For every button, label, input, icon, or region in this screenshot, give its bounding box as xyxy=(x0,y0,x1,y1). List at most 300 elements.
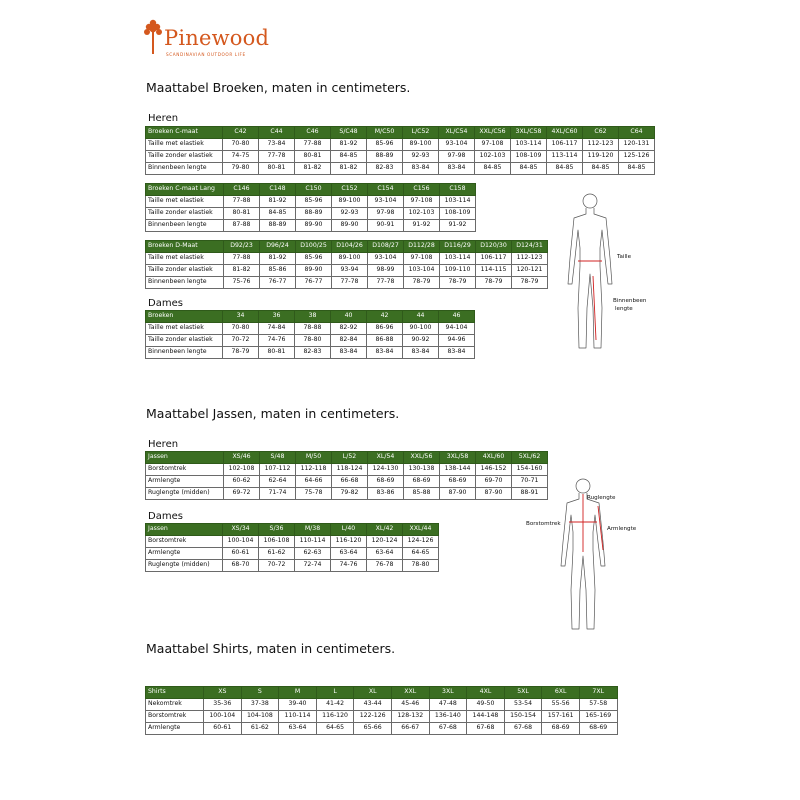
table-cell: 103-114 xyxy=(511,139,547,151)
table-row-label: Armlengte xyxy=(146,476,224,488)
table-header-row xyxy=(146,687,618,699)
armlengte-measure-line xyxy=(598,506,603,550)
table-cell: 102-103 xyxy=(475,151,511,163)
table-cell: 83-84 xyxy=(331,347,367,359)
table-header-cell: XL/C54 xyxy=(439,127,475,139)
table-header-cell: S/48 xyxy=(260,452,296,464)
table-header-cell: XS/34 xyxy=(223,524,259,536)
table-cell: 104-108 xyxy=(241,711,279,723)
group-title-heren-broeken: Heren xyxy=(148,113,179,124)
table-header-cell: 5XL/62 xyxy=(512,452,548,464)
table-cell: 93-104 xyxy=(368,196,404,208)
table-cell: 81-82 xyxy=(331,163,367,175)
table-row-label: Taille zonder elastiek xyxy=(146,208,224,220)
table-cell: 55-56 xyxy=(542,699,580,711)
table-cell: 89-90 xyxy=(296,220,332,232)
table-cell: 68-69 xyxy=(579,723,617,735)
table-cell: 97-108 xyxy=(404,196,440,208)
label-binnenbeen-line2: lengte xyxy=(615,306,633,312)
table-cell: 68-69 xyxy=(404,476,440,488)
table-cell: 89-90 xyxy=(332,220,368,232)
table-cell: 94-96 xyxy=(439,335,475,347)
table-cell: 120-131 xyxy=(619,139,655,151)
section-title-jassen: Maattabel Jassen, maten in centimeters. xyxy=(146,406,400,421)
pinewood-logo xyxy=(143,18,273,60)
table-cell: 60-61 xyxy=(204,723,242,735)
table-cell: 61-62 xyxy=(259,548,295,560)
table-cell: 84-85 xyxy=(260,208,296,220)
table-header-cell: M xyxy=(279,687,317,699)
table-cell: 88-91 xyxy=(512,488,548,500)
table-cell: 91-92 xyxy=(404,220,440,232)
size-table-shirts xyxy=(145,686,618,735)
table-cell: 61-62 xyxy=(241,723,279,735)
table-cell: 85-96 xyxy=(296,253,332,265)
table-cell: 82-83 xyxy=(295,347,331,359)
table-cell: 84-85 xyxy=(583,163,619,175)
table-cell: 80-81 xyxy=(224,208,260,220)
figure-head xyxy=(576,479,590,493)
table-cell: 120-121 xyxy=(512,265,548,277)
table-cell: 108-109 xyxy=(440,208,476,220)
table-cell: 92-93 xyxy=(403,151,439,163)
table-header-cell: C64 xyxy=(619,127,655,139)
table-cell: 68-69 xyxy=(440,476,476,488)
section-title-broeken: Maattabel Broeken, maten in centimeters. xyxy=(146,80,411,95)
table-header-cell: 40 xyxy=(331,311,367,323)
table-header-cell: 46 xyxy=(439,311,475,323)
table-header-row xyxy=(146,452,548,464)
table-cell: 119-120 xyxy=(583,151,619,163)
size-table-broeken-d-maat xyxy=(145,240,548,289)
table-header-cell: 7XL xyxy=(579,687,617,699)
table-row xyxy=(146,347,475,359)
table-row-label: Taille met elastiek xyxy=(146,196,224,208)
table-cell: 88-89 xyxy=(296,208,332,220)
table-cell: 78-79 xyxy=(440,277,476,289)
table-cell: 136-140 xyxy=(429,711,467,723)
table-cell: 100-104 xyxy=(223,536,259,548)
table-header-cell: C62 xyxy=(583,127,619,139)
table-header-cell: Broeken D-Maat xyxy=(146,241,224,253)
table-cell: 69-72 xyxy=(224,488,260,500)
table-cell: 100-104 xyxy=(204,711,242,723)
table-cell: 165-169 xyxy=(579,711,617,723)
table-header-cell: 4XL/C60 xyxy=(547,127,583,139)
table-header-cell: XXL/44 xyxy=(403,524,439,536)
table-row xyxy=(146,208,476,220)
table-header-cell: C152 xyxy=(332,184,368,196)
group-title-dames-jassen: Dames xyxy=(148,511,183,522)
table-cell: 78-79 xyxy=(476,277,512,289)
table-cell: 85-88 xyxy=(404,488,440,500)
table-row-label: Armlengte xyxy=(146,548,223,560)
table-row-label: Nekomtrek xyxy=(146,699,204,711)
figure-body-outline xyxy=(568,208,612,348)
table-cell: 86-88 xyxy=(367,335,403,347)
table-cell: 94-104 xyxy=(439,323,475,335)
table-cell: 63-64 xyxy=(367,548,403,560)
table-cell: 125-126 xyxy=(619,151,655,163)
table-row-label: Binnenbeen lengte xyxy=(146,347,223,359)
table-header-cell: 6XL xyxy=(542,687,580,699)
table-cell: 81-82 xyxy=(295,163,331,175)
table-cell: 97-108 xyxy=(404,253,440,265)
table-row xyxy=(146,277,548,289)
group-title-dames-broeken: Dames xyxy=(148,298,183,309)
table-header-cell: 4XL/60 xyxy=(476,452,512,464)
table-cell: 80-81 xyxy=(295,151,331,163)
table-row xyxy=(146,711,618,723)
table-header-cell: D120/30 xyxy=(476,241,512,253)
table-row-label: Borstomtrek xyxy=(146,464,224,476)
table-header-cell: XS/46 xyxy=(224,452,260,464)
table-cell: 124-130 xyxy=(368,464,404,476)
table-cell: 93-94 xyxy=(332,265,368,277)
table-header-cell: L/C52 xyxy=(403,127,439,139)
table-row xyxy=(146,464,548,476)
table-cell: 80-81 xyxy=(259,347,295,359)
table-row xyxy=(146,151,655,163)
table-cell: 97-98 xyxy=(439,151,475,163)
table-cell: 68-69 xyxy=(368,476,404,488)
table-cell: 85-86 xyxy=(260,265,296,277)
label-ruglengte: Ruglengte xyxy=(587,495,616,501)
table-cell: 89-100 xyxy=(403,139,439,151)
section-title-shirts: Maattabel Shirts, maten in centimeters. xyxy=(146,641,396,656)
table-cell: 78-79 xyxy=(223,347,259,359)
table-header-cell: C148 xyxy=(260,184,296,196)
table-cell: 75-78 xyxy=(296,488,332,500)
table-cell: 78-79 xyxy=(512,277,548,289)
table-header-cell: C146 xyxy=(224,184,260,196)
table-cell: 118-124 xyxy=(332,464,368,476)
table-cell: 71-74 xyxy=(260,488,296,500)
table-cell: 68-69 xyxy=(542,723,580,735)
table-row-label: Taille met elastiek xyxy=(146,323,223,335)
group-title-heren-jassen: Heren xyxy=(148,439,179,450)
table-cell: 106-108 xyxy=(259,536,295,548)
size-table-jassen-heren xyxy=(145,451,548,500)
table-row xyxy=(146,488,548,500)
table-header-cell: 5XL xyxy=(504,687,542,699)
table-header-cell: XXL/C56 xyxy=(475,127,511,139)
table-cell: 67-68 xyxy=(504,723,542,735)
table-cell: 76-77 xyxy=(296,277,332,289)
table-header-cell: 3XL/58 xyxy=(440,452,476,464)
table-cell: 83-84 xyxy=(403,347,439,359)
table-row xyxy=(146,323,475,335)
table-row xyxy=(146,220,476,232)
table-cell: 110-114 xyxy=(279,711,317,723)
table-cell: 68-70 xyxy=(223,560,259,572)
table-row xyxy=(146,335,475,347)
table-header-cell: C150 xyxy=(296,184,332,196)
table-row-label: Taille met elastiek xyxy=(146,253,224,265)
table-row-label: Borstomtrek xyxy=(146,536,223,548)
table-cell: 74-76 xyxy=(259,335,295,347)
table-header-cell: 42 xyxy=(367,311,403,323)
table-header-cell: XS xyxy=(204,687,242,699)
label-borstomtrek: Borstomtrek xyxy=(526,521,561,527)
table-header-row xyxy=(146,127,655,139)
table-cell: 150-154 xyxy=(504,711,542,723)
table-header-cell: 3XL xyxy=(429,687,467,699)
pants-measurement-figure xyxy=(560,188,620,358)
table-cell: 37-38 xyxy=(241,699,279,711)
table-cell: 41-42 xyxy=(316,699,354,711)
table-cell: 83-84 xyxy=(367,347,403,359)
table-cell: 74-84 xyxy=(259,323,295,335)
table-cell: 106-117 xyxy=(547,139,583,151)
table-header-cell: XL/42 xyxy=(367,524,403,536)
table-cell: 70-72 xyxy=(223,335,259,347)
table-cell: 157-161 xyxy=(542,711,580,723)
table-header-cell: C44 xyxy=(259,127,295,139)
table-cell: 81-92 xyxy=(260,253,296,265)
table-cell: 78-88 xyxy=(295,323,331,335)
table-header-row xyxy=(146,184,476,196)
table-cell: 64-66 xyxy=(296,476,332,488)
table-cell: 89-100 xyxy=(332,196,368,208)
table-row-label: Ruglengte (midden) xyxy=(146,560,223,572)
table-cell: 67-68 xyxy=(429,723,467,735)
table-header-row xyxy=(146,241,548,253)
table-row xyxy=(146,536,439,548)
table-cell: 114-115 xyxy=(476,265,512,277)
table-cell: 82-84 xyxy=(331,335,367,347)
table-row-label: Taille zonder elastiek xyxy=(146,265,224,277)
size-table-broeken-c-maat-lang xyxy=(145,183,476,232)
table-cell: 75-76 xyxy=(224,277,260,289)
table-header-cell: S/36 xyxy=(259,524,295,536)
table-cell: 47-48 xyxy=(429,699,467,711)
table-cell: 103-114 xyxy=(440,253,476,265)
table-cell: 92-93 xyxy=(332,208,368,220)
table-row xyxy=(146,476,548,488)
table-cell: 84-85 xyxy=(511,163,547,175)
table-cell: 64-65 xyxy=(316,723,354,735)
table-cell: 97-98 xyxy=(368,208,404,220)
figure-head xyxy=(583,194,597,208)
table-cell: 87-90 xyxy=(476,488,512,500)
table-header-cell: XXL/56 xyxy=(404,452,440,464)
table-header-cell: 38 xyxy=(295,311,331,323)
table-cell: 79-80 xyxy=(223,163,259,175)
table-cell: 45-46 xyxy=(391,699,429,711)
table-cell: 76-78 xyxy=(367,560,403,572)
table-row xyxy=(146,699,618,711)
table-header-cell: Shirts xyxy=(146,687,204,699)
table-header-cell: Jassen xyxy=(146,524,223,536)
table-cell: 81-92 xyxy=(331,139,367,151)
table-cell: 85-96 xyxy=(367,139,403,151)
label-binnenbeen-line1: Binnenbeen xyxy=(613,298,647,304)
table-cell: 144-148 xyxy=(467,711,505,723)
table-row-label: Taille zonder elastiek xyxy=(146,151,223,163)
size-table-broeken-dames xyxy=(145,310,475,359)
table-cell: 70-71 xyxy=(512,476,548,488)
table-row xyxy=(146,265,548,277)
table-header-cell: D112/28 xyxy=(404,241,440,253)
table-row xyxy=(146,139,655,151)
table-cell: 66-68 xyxy=(332,476,368,488)
table-cell: 103-104 xyxy=(404,265,440,277)
table-cell: 89-90 xyxy=(296,265,332,277)
table-header-cell: Jassen xyxy=(146,452,224,464)
table-cell: 84-85 xyxy=(331,151,367,163)
table-cell: 120-124 xyxy=(367,536,403,548)
brand-tagline: SCANDINAVIAN OUTDOOR LIFE xyxy=(166,52,246,57)
table-header-cell: D92/23 xyxy=(224,241,260,253)
table-cell: 66-67 xyxy=(391,723,429,735)
table-cell: 77-78 xyxy=(368,277,404,289)
table-header-cell: 4XL xyxy=(467,687,505,699)
table-cell: 64-65 xyxy=(403,548,439,560)
table-cell: 67-68 xyxy=(467,723,505,735)
table-header-cell: D100/25 xyxy=(296,241,332,253)
table-row-label: Binnenbeen lengte xyxy=(146,220,224,232)
table-header-cell: M/38 xyxy=(295,524,331,536)
table-cell: 77-78 xyxy=(332,277,368,289)
table-header-cell: D96/24 xyxy=(260,241,296,253)
table-cell: 128-132 xyxy=(391,711,429,723)
label-taille: Taille xyxy=(617,254,632,260)
table-cell: 112-123 xyxy=(583,139,619,151)
table-cell: 88-89 xyxy=(260,220,296,232)
table-header-cell: 44 xyxy=(403,311,439,323)
table-row-label: Armlengte xyxy=(146,723,204,735)
table-cell: 84-85 xyxy=(619,163,655,175)
table-cell: 53-54 xyxy=(504,699,542,711)
table-header-cell: C154 xyxy=(368,184,404,196)
table-cell: 122-126 xyxy=(354,711,392,723)
table-header-cell: 36 xyxy=(259,311,295,323)
table-header-cell: S xyxy=(241,687,279,699)
table-cell: 65-66 xyxy=(354,723,392,735)
table-cell: 110-114 xyxy=(295,536,331,548)
table-header-cell: XL/54 xyxy=(368,452,404,464)
table-cell: 84-85 xyxy=(475,163,511,175)
table-cell: 78-80 xyxy=(403,560,439,572)
table-cell: 81-92 xyxy=(260,196,296,208)
table-cell: 81-82 xyxy=(224,265,260,277)
table-cell: 77-78 xyxy=(259,151,295,163)
table-header-cell: Broeken C-maat xyxy=(146,127,223,139)
table-row-label: Taille zonder elastiek xyxy=(146,335,223,347)
brand-name: Pinewood xyxy=(164,26,270,50)
table-cell: 82-92 xyxy=(331,323,367,335)
table-cell: 69-70 xyxy=(476,476,512,488)
table-header-cell: C156 xyxy=(404,184,440,196)
table-cell: 130-138 xyxy=(404,464,440,476)
table-cell: 62-64 xyxy=(260,476,296,488)
table-cell: 78-79 xyxy=(404,277,440,289)
table-cell: 78-80 xyxy=(295,335,331,347)
table-row-label: Ruglengte (midden) xyxy=(146,488,224,500)
table-cell: 82-83 xyxy=(367,163,403,175)
table-cell: 116-120 xyxy=(316,711,354,723)
table-cell: 106-117 xyxy=(476,253,512,265)
table-cell: 112-123 xyxy=(512,253,548,265)
table-header-cell: XL xyxy=(354,687,392,699)
table-cell: 62-63 xyxy=(295,548,331,560)
table-cell: 107-112 xyxy=(260,464,296,476)
table-cell: 102-108 xyxy=(224,464,260,476)
table-cell: 63-64 xyxy=(331,548,367,560)
table-cell: 85-96 xyxy=(296,196,332,208)
table-cell: 80-81 xyxy=(259,163,295,175)
table-row-label: Binnenbeen lengte xyxy=(146,277,224,289)
table-cell: 103-114 xyxy=(440,196,476,208)
table-cell: 90-100 xyxy=(403,323,439,335)
table-cell: 102-103 xyxy=(404,208,440,220)
table-cell: 74-76 xyxy=(331,560,367,572)
table-cell: 116-120 xyxy=(331,536,367,548)
table-cell: 90-92 xyxy=(403,335,439,347)
table-header-cell: L/52 xyxy=(332,452,368,464)
table-cell: 73-84 xyxy=(259,139,295,151)
table-cell: 57-58 xyxy=(579,699,617,711)
table-cell: 49-50 xyxy=(467,699,505,711)
table-cell: 60-61 xyxy=(223,548,259,560)
table-cell: 76-77 xyxy=(260,277,296,289)
table-cell: 43-44 xyxy=(354,699,392,711)
table-header-cell: C158 xyxy=(440,184,476,196)
table-cell: 138-144 xyxy=(440,464,476,476)
table-cell: 70-72 xyxy=(259,560,295,572)
table-cell: 83-84 xyxy=(439,163,475,175)
table-cell: 113-114 xyxy=(547,151,583,163)
table-cell: 70-80 xyxy=(223,139,259,151)
table-cell: 90-91 xyxy=(368,220,404,232)
table-cell: 112-118 xyxy=(296,464,332,476)
table-cell: 93-104 xyxy=(439,139,475,151)
table-cell: 154-160 xyxy=(512,464,548,476)
table-cell: 88-89 xyxy=(367,151,403,163)
table-header-cell: C42 xyxy=(223,127,259,139)
table-cell: 97-108 xyxy=(475,139,511,151)
table-header-cell: C46 xyxy=(295,127,331,139)
table-cell: 79-82 xyxy=(332,488,368,500)
table-cell: 70-80 xyxy=(223,323,259,335)
table-cell: 83-84 xyxy=(439,347,475,359)
table-row xyxy=(146,723,618,735)
table-cell: 93-104 xyxy=(368,253,404,265)
table-cell: 98-99 xyxy=(368,265,404,277)
table-header-cell: Broeken xyxy=(146,311,223,323)
table-cell: 89-100 xyxy=(332,253,368,265)
table-cell: 87-90 xyxy=(440,488,476,500)
table-header-cell: M/C50 xyxy=(367,127,403,139)
table-cell: 77-88 xyxy=(224,196,260,208)
table-header-cell: XXL xyxy=(391,687,429,699)
table-row-label: Binnenbeen lengte xyxy=(146,163,223,175)
table-cell: 39-40 xyxy=(279,699,317,711)
table-cell: 86-96 xyxy=(367,323,403,335)
table-row xyxy=(146,548,439,560)
table-header-cell: D104/26 xyxy=(332,241,368,253)
table-header-cell: D116/29 xyxy=(440,241,476,253)
table-cell: 83-84 xyxy=(403,163,439,175)
table-cell: 87-88 xyxy=(224,220,260,232)
table-cell: 35-36 xyxy=(204,699,242,711)
table-cell: 74-75 xyxy=(223,151,259,163)
table-header-row xyxy=(146,311,475,323)
table-header-cell: D108/27 xyxy=(368,241,404,253)
table-header-cell: L xyxy=(316,687,354,699)
table-cell: 91-92 xyxy=(440,220,476,232)
